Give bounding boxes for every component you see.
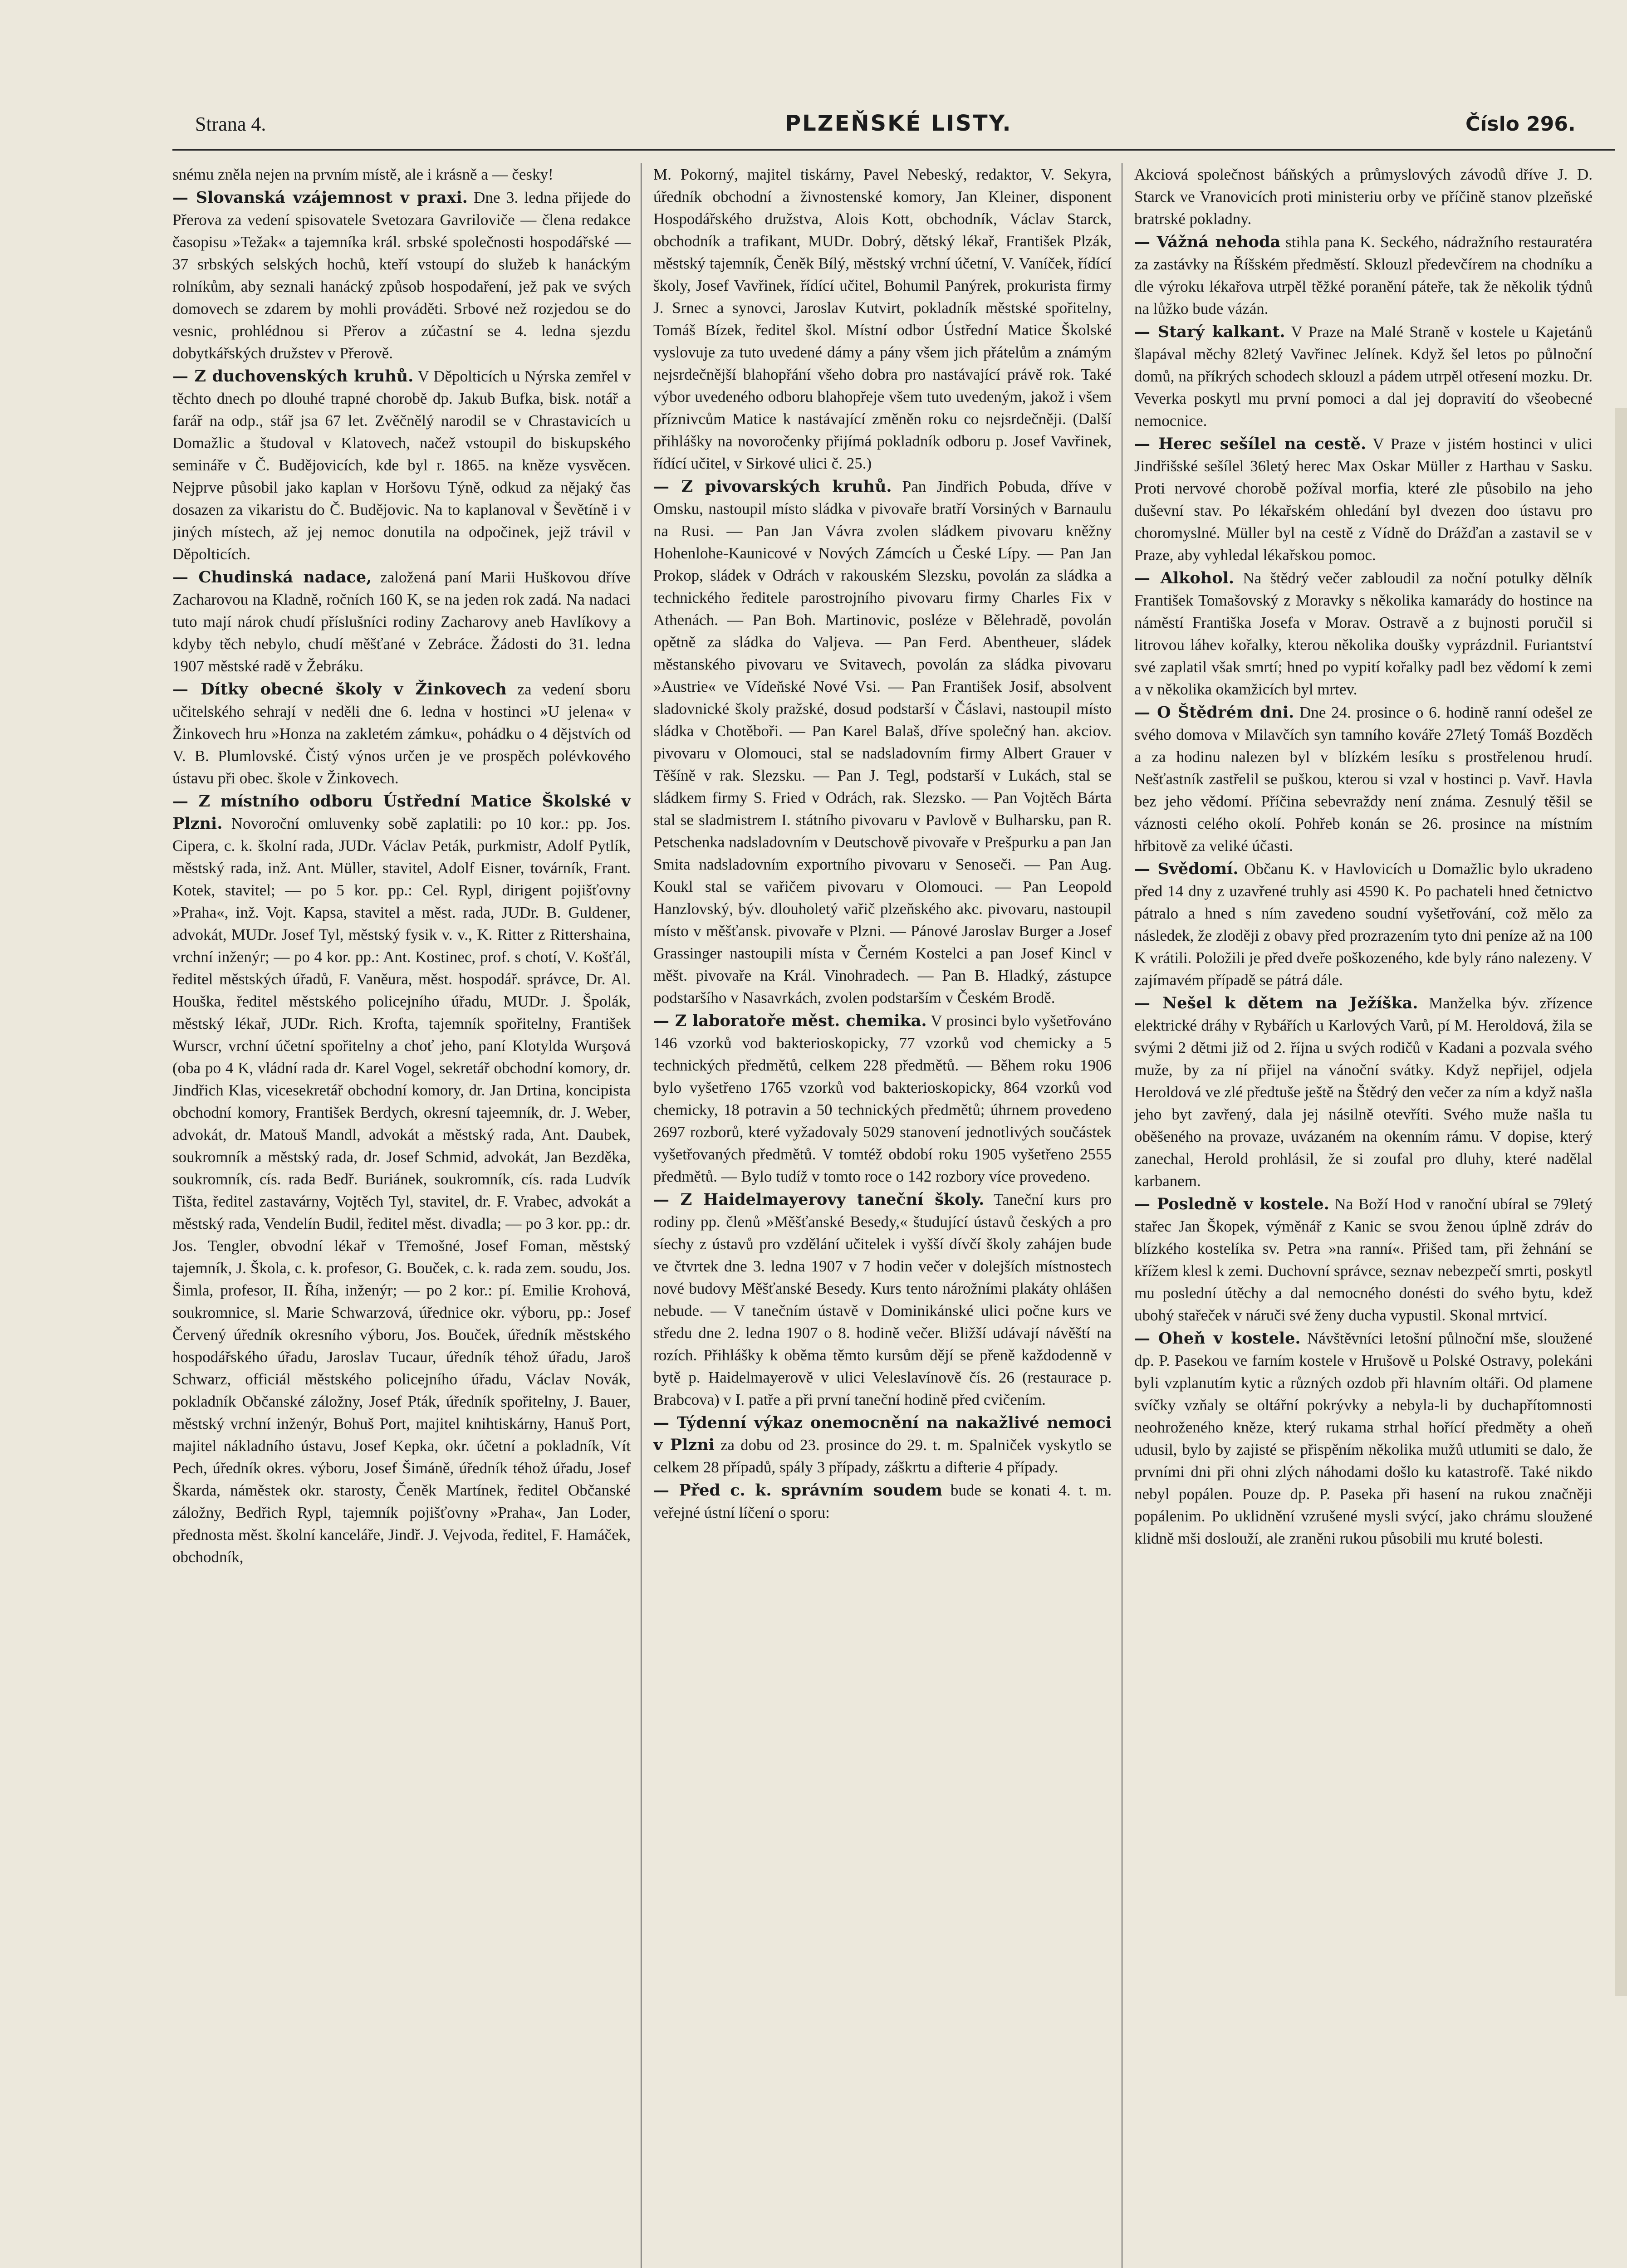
news-item	[172, 163, 631, 186]
news-text: Taneční kurs pro rodiny pp. členů »Měšťanské Besedy,« študující ústavů českých a pro síechy z ústavů pro vzdělání učitelek i vyšší dívčí školy zahájen bude ve čtvrtek dne 3. ledna 1907 v 7 hodin večer v dolejších místnostech nové budovy Měšťanské Besedy. Kurs tento nárožními plakáty ohlášen nebude. — V tanečním ústavě v Dominikánské ulici počne kurs ve středu dne 2. ledna 1907 o 8. hodině večer. Bližší udávají návěští na rozích. Přihlášky k oběma těmto kursům dějí se přeně každodenně v bytě p. Haidelmayerově v ulici Veleslavínově čís. 26 (restaurace p. Brabcova) v I. patře a při první taneční hodině před cvičením.	[653, 1191, 1112, 1408]
issue-number: Číslo 296.	[1465, 112, 1576, 136]
column-2	[653, 163, 1112, 2268]
news-item	[1134, 701, 1593, 857]
news-text: V Praze v jistém hostinci v ulici Jindřišské sešílel 36letý herec Max Oskar Müller z Harthau v Sasku. Proti nervové chorobě požíval morfia, které zle působilo na jeho duševní stav. Po lékařském ohledání byl dvezen doo ústavu pro choromyslné. Müller byl na cestě z Vídně do Drážďan a zastavil se v Praze, aby vyhledal lékařskou pomoc.	[1134, 435, 1593, 564]
news-text: Občanu K. v Havlovicích u Domažlic bylo ukradeno před 14 dny z uzavřené truhly asi 4590 K. Po pachateli hned četnictvo pátralo a hned s ním zavedeno soudní vyšetřování, což mělo za následek, že zloději z obavy před prozrazením tyto dni peníze až na 100 K vrátili. Položili je před dveře poškozeného, kde byly ráno nalezeny. V zajímavém případě se pátrá dále.	[1134, 860, 1593, 989]
news-headline: — Chudinská nadace,	[172, 568, 372, 587]
news-item	[653, 1188, 1112, 1411]
news-item	[1134, 1193, 1593, 1326]
news-item	[172, 566, 631, 677]
news-item	[1134, 231, 1593, 320]
news-text: Novoroční omluvenky sobě zaplatili: po 10 kor.: pp. Jos. Cipera, c. k. školní rada, JUDr. Václav Peták, purkmistr, Adolf Pytlík, městský rada, inž. Ant. Müller, stavitel, Adolf Eisner, továrník, Frant. Kotek, stavitel; — po 5 kor. pp.: Cel. Rypl, dirigent pojišťovny »Praha«, inž. Vojt. Kapsa, stavitel a měst. rada, JUDr. B. Guldener, advokát, MUDr. Josef Tyl, městský fysik v. v., K. Ritter z Rittershaina, vrchní inženýr; — po 4 kor. pp.: Ant. Kostinec, prof. s chotí, V. Košťál, ředitel městských úřadů, F. Vaněura, měst. hospodář. správce, Dr. Al. Houška, ředitel městského policejního úřadu, MUDr. J. Špolák, městský lékař, JUDr. Rich. Krofta, tajemník spořitelny, František Wurscr, vrchní účetní spořitelny a choť jeho, paní Klotylda Wurşová (oba po 4 K, vládní rada dr. Karel Vogel, sekretář obchodní komory, dr. Jindřich Klas, vicesekretář obchodní komory, dr. Jan Drtina, koncipista obchodní komory, František Berdych, okresní tajeemník, dr. J. Weber, advokát, dr. Matouš Mandl, advokát a městský rada, Ant. Daubek, soukromník a městský rada, dr. Josef Schmid, advokát, Jan Bezděka, soukromník, cís. rada Bedř. Buriánek, soukromník, cís. rada Ludvík Tišta, ředitel zastavárny, Vojtěch Tyl, stavitel, dr. F. Vrabec, advokát a městský rada, Vendelín Budil, ředitel měst. divadla; — po 3 kor. pp.: dr. Jos. Tengler, obvodní lékař v Třemošné, Josef Foman, městský tajemník, J. Škola, c. k. profesor, G. Bouček, c. k. rada zem. soudu, Jos. Šimla, profesor, II. Říha, inženýr; — po 2 kor.: pí. Emilie Krohová, soukromnice, sl. Marie Schwarzová, úřednice okr. výboru, pp.: Josef Červený úředník okresního výboru, Jos. Bouček, úředník městského hospodářského úřadu, Jaroslav Tucaur, úředník téhož úřadu, Jaroš Schwarz, officiál městského policejního úřadu, Václav Novák, pokladník Občanské záložny, Josef Pták, úředník spořitelny, J. Bauer, městský vrchní inženýr, Bohuš Port, majitel knihtiskárny, Hanuš Port, majitel nákladního ústavu, Josef Kepka, okr. účetní a pokladník, Vít Pech, úředník okres. výboru, Josef Šimáně, úředník téhož úřadu, Josef Škarda, náměstek okr. starosty, Čeněk Martínek, ředitel Občanské záložny, Bedřich Rypl, tajemník pojišťovny »Praha«, Jan Loder, přednosta měst. školní kanceláře, Jindř. J. Vejvoda, ředitel, F. Hamáček, obchodník,	[172, 815, 631, 1566]
column-1	[172, 163, 631, 2268]
news-item	[1134, 1327, 1593, 1549]
page-edge-strip	[1615, 408, 1627, 1996]
news-item	[172, 790, 631, 1568]
news-headline: — O Štědrém dni.	[1134, 703, 1294, 722]
news-text: M. Pokorný, majitel tiskárny, Pavel Nebeský, redaktor, V. Sekyra, úředník obchodní a živnostenské komory, Jan Kleiner, disponent Hospodářského družstva, Alois Kott, obchodník, Václav Starck, obchodník a trafikant, MUDr. Dobrý, dětský lékař, František Plzák, městský tajemník, Čeněk Bílý, městský vrchní účetní, V. Vaníček, řídící školy, Josef Vavřinek, řídící učitel, Bohumil Panýrek, prokurista firmy J. Srnec a synovci, Jaroslav Kutvirt, pokladník městské spořitelny, Tomáš Bízek, ředitel škol. Místní odbor Ústřední Matice Školské vyslovuje za tuto uvedené dámy a pány všem jich přátelům a známým nejsrdečnější blahopřání všeho dobra pro nastávající právě rok. Také výbor uvedeného odboru blahopřeje všem tuto uvedeným, jakož i všem příznivcům Matice k nastávající změněn roku co nejsrdečněji. (Další přihlášky na novoročenky přijímá pokladník odboru p. Josef Vavřinek, řídící učitel, v Sirkové ulici č. 25.)	[653, 166, 1112, 472]
newspaper-title: PLZEŇSKÉ LISTY.	[785, 111, 1012, 136]
news-headline: — Slovanská vzájemnost v praxi.	[172, 188, 468, 207]
news-headline: — Z laboratoře měst. chemika.	[653, 1012, 927, 1030]
news-text: V Děpolticích u Nýrska zemřel v těchto dnech po dlouhé trapné chorobě dp. Jakub Bufka, bisk. notář a farář na odp., stář jsa 67 let. Zvěčnělý narodil se v Chrastavicích u Domažlic a študoval v Klatovech, načež vstoupil do biskupského semináře v Č. Budějovicích, kde byl r. 1865. na kněze vysvěcen. Nejprve působil jako kaplan v Horšovu Týně, odkud za nějaký čas dosazen za vikaristu do Č. Budějovic. Na to kaplanoval v Ševětíně i v jiných místech, až jej nemoc donutila na odpočinek, jejž trávil v Děpolticích.	[172, 367, 631, 563]
news-headline: — Z pivovarských kruhů.	[653, 477, 892, 496]
news-item	[172, 186, 631, 364]
news-headline: — Alkohol.	[1134, 569, 1235, 587]
news-text: Na štědrý večer zabloudil za noční potulky dělník František Tomašovský z Moravky s několika kamarády do hostince na náměstí Františka Josefa v Morav. Ostravě a z bujnosti poručil si litrovou láhev kořalky, kterou několika doušky vyprázdnil. Furiantství své zaplatil však smrtí; hned po vypití kořalky padl bez vědomí k zemi a v několika okamžicích byl mrtev.	[1134, 569, 1593, 698]
news-headline: — Z místního odboru Ústřední Matice Školské v Plzni.	[172, 792, 631, 833]
news-item	[1134, 992, 1593, 1192]
news-item	[653, 1412, 1112, 1478]
news-text: Manželka býv. zřízence elektrické dráhy v Rybářích u Karlových Varů, pí M. Heroldová, žila se svými 2 dětmi již od 2. října u svých rodičů v Kadani a pozvala svého muže, by za ní přijel na vánoční svátky. Když nepřijel, odjela Heroldová ve zlé předtuše ještě na Štědrý den večer za ním a když našla jeho byt zavřený, dala jej násilně otevříti. Svého muže našla tu oběšeného na provaze, uvázaném na okenním rámu. V dopise, který zanechal, Herold prohlásil, že si zoufal pro dluhy, které nadělal karbanem.	[1134, 994, 1593, 1190]
page-number: Strana 4.	[195, 113, 266, 135]
news-text: za vedení sboru učitelského sehrají v neděli dne 6. ledna v hostinci »U jelena« v Žinkovech hru »Honza na zakletém zámku«, pohádku o 4 dějstvích od V. B. Plumlovské. Čistý výnos určen je ve prospěch polévkového ústavu při obec. škole v Žinkovech.	[172, 680, 631, 787]
news-headline: — Týdenní výkaz onemocnění na nakažlivé nemoci v Plzni	[653, 1413, 1112, 1454]
news-headline: — Starý kalkant.	[1134, 323, 1285, 341]
header-rule	[172, 149, 1615, 151]
news-headline: — Nešel k dětem na Ježíška.	[1134, 994, 1418, 1012]
news-headline: — Z Haidelmayerovy taneční školy.	[653, 1190, 985, 1209]
news-text: Na Boží Hod v ranoční ubíral se 79letý stařec Jan Škopek, výměnář z Kanic se svou ženou úplně zdráv do blízkého kostelíka sv. Petra »na ranní«. Přišed tam, při žehnání se křížem klesl k zemi. Duchovní správce, seznav nebezpečí smrti, poskytl mu poslední útěchy a dal nemocného donésti do svého bytu, kdež ubohý stařeček v náruči své ženy ducha vypustil. Skonal mrtvicí.	[1134, 1195, 1593, 1324]
news-text: stihla pana K. Seckého, nádražního restauratéra za zastávky na Říšském předměstí. Sklouzl předevčírem na chodníku a dle výroku lékařova utrpěl těžké poranění páteře, tak že několik týdnů na lůžko bude vázán.	[1134, 233, 1593, 318]
news-item	[172, 678, 631, 789]
news-text: bude se konati 4. t. m. veřejné ústní líčení o sporu:	[653, 1481, 1112, 1521]
news-text: Návštěvníci letošní půlnoční mše, sloužené dp. P. Pasekou ve farním kostele v Hrušově u Polské Ostravy, polekáni byli vzplanutím kytic a různých ozdob při hlavním oltáři. Od plamene svíčky vzňaly se oltářní pokrývky a nebyla-li by duchapřítomnosti neohroženého kněze, který rukama strhal hořící předměty a oheň udusil, bylo by zajisté se přispěním několika mužů utlumiti se dalo, že prvními dni při ohni zlých náhodami došlo ku katastrofě. Také nikdo nebyl popálen. Pouze dp. P. Paseka při hasení na rukou značněji popálenim. Po uklidnění vzrušené mysli svýcí, jako chrámu sloužené klidně mši doslouží, ale zraněni rukou působili mu kruté bolesti.	[1134, 1330, 1593, 1547]
news-headline: — Oheň v kostele.	[1134, 1329, 1301, 1348]
news-text: V Praze na Malé Straně v kostele u Kajetánů šlapával měchy 82letý Vavřinec Jelínek. Když šel letos po půlnoční domů, na příkrých schodech sklouzl a pádem utrpěl otřesení mozku. Dr. Veverka poskytl mu první pomoci a dal jej dopravití do všeobecné nemocnice.	[1134, 323, 1593, 430]
news-text: Dne 3. ledna přijede do Přerova za vedení spisovatele Svetozara Gavriloviče — člena redakce časopisu »Težak« a tajemníka král. srbské společnosti hospodářské — 37 srbských selských hochů, kteří vstoupí do služeb k hanáckým rolníkům, aby seznali hanácký způsob hospodaření, jež pak ve svých domovech se zdarem by mohli prováděti. Srbové než rozjedou se do vesnic, prohlédnou si Přerov a zúčastní se 4. ledna sjezdu dobytkářských družstev v Přerově.	[172, 189, 631, 362]
column-divider	[641, 163, 642, 2268]
news-headline: — Posledně v kostele.	[1134, 1195, 1329, 1213]
news-item	[653, 1479, 1112, 1524]
news-headline: — Svědomí.	[1134, 860, 1239, 878]
news-text: snému zněla nejen na prvním místě, ale i krásně a — česky!	[172, 166, 554, 183]
news-text: za dobu od 23. prosince do 29. t. m. Spalniček vyskytlo se celkem 28 případů, spály 3 případy, záškrtu a difterie 4 případy.	[653, 1436, 1112, 1476]
news-headline: — Před c. k. správním soudem	[653, 1481, 942, 1500]
news-item	[1134, 858, 1593, 991]
column-3	[1134, 163, 1593, 2268]
news-headline: — Vážná nehoda	[1134, 233, 1281, 251]
news-headline: — Herec sešílel na cestě.	[1134, 435, 1367, 453]
news-headline: — Dítky obecné školy v Žinkovech	[172, 680, 507, 699]
news-headline: — Z duchovenských kruhů.	[172, 367, 414, 386]
page-header	[0, 0, 1627, 150]
news-item	[653, 163, 1112, 474]
news-text: Pan Jindřich Pobuda, dříve v Omsku, nastoupil místo sládka v pivovaře bratří Vorsiných v Barnaulu na Rusi. — Pan Jan Vávra zvolen sládkem pivovaru kněžny Hohenlohe-Kaunicové v Nových Zámcích u České Lípy. — Pan Jan Prokop, sládek v Odrách v rakouském Slezsku, povolán za sládka a technického ředitele parostrojního pivovaru firmy Charles Fix v Athenách. — Pan Boh. Martinovic, posléze v Bělehradě, povolán opětně za sládka do Valjeva. — Pan Ferd. Abentheuer, sládek městanského pivovaru ve Svitavech, povolán za sládka pivovaru »Austrie« ve Vídeňské Nové Vsi. — Pan František Josif, absolvent sladovnické školy pražské, dosud podstarší v Čáslavi, nastoupil místo sládka v Chotěboři. — Pan Karel Balaš, dříve společný han. akciov. pivovaru v Olomouci, stal se nadsladovním firmy Albert Grauer v Těšíně v rak. Slezsku. — Pan J. Tegl, podstarší v Lukách, stal se sládkem firmy S. Fried v Odrách, rak. Slezsko. — Pan Vojtěch Bárta stal se sladmistrem I. státního pivovaru v Pavlově v Bulharsku, pan R. Petschenka nadsladovním v Deutschově pivovaře v Prešpurku a pan Jan Smita nadsladovním exportního pivovaru v Senoseči. — Pan Aug. Koukl stal se vařičem pivovaru v Olomouci. — Pan Leopold Hanzlovský, býv. dlouholetý vařič plzeňského akc. pivovaru, nastoupil místo v měšťansk. pivovaře v Plzni. — Pánové Jaroslav Burger a Josef Grassinger nastoupili místa v Černém Kostelci a pan Josef Kincl v měšt. pivovaře na Král. Vinohradech. — Pan B. Hladký, zástupce podstaršího v Nasavrkách, zvolen podstarším v Českém Brodě.	[653, 478, 1112, 1007]
news-text: Dne 24. prosince o 6. hodině ranní odešel ze svého domova v Milavčích syn tamního kováře 27letý Tomáš Bozděch a za hodinu nalezen byl v blízkém lesíku s prostřelenou hrudí. Nešťastník zastřelil se puškou, kterou si vzal v hostinci p. Vavř. Havla bez jeho vědomí. Příčina sebevraždy není známa. Zesnulý těšil se váznosti celého okolí. Pohřeb konán se 26. prosince na místním hřbitově za veliké účasti.	[1134, 704, 1593, 855]
news-text: Akciová společnost báňských a průmyslových závodů dříve J. D. Starck ve Vranovicích proti ministeriu orby ve příčině stanov plzeňské bratrské pokladny.	[1134, 166, 1593, 228]
news-item	[1134, 567, 1593, 700]
article-columns	[172, 163, 1615, 2268]
news-text: založená paní Marii Huškovou dříve Zacharovou na Kladně, ročních 160 K, se na jeden rok zadá. Na nadaci tuto mají nárok chudí příslušníci rodiny Zacharovy aneb Havlíkovy a kdyby těch nebylo, chudí měšťané v Zebráce. Žádosti do 31. ledna 1907 městské radě v Žebráku.	[172, 568, 631, 675]
news-text: V prosinci bylo vyšetřováno 146 vzorků vod bakterioskopicky, 77 vzorků vod chemicky a 5 technických předmětů, celkem 228 předmětů. — Během roku 1906 bylo vyšetřeno 1765 vzorků vod bakterioskopicky, 864 vzorků vod chemicky, 18 potravin a 50 technických předmětů; úhrnem provedeno 2697 rozborů, které vyžadovaly 5029 stanovení jednotlivých součástek vyšetřovaných předmětů. V tomtéž období roku 1905 vyšetřeno 2555 předmětů. — Bylo tudíž v tomto roce o 142 rozbory více provedeno.	[653, 1012, 1112, 1185]
news-item	[1134, 433, 1593, 566]
news-item	[1134, 321, 1593, 432]
news-item	[653, 1010, 1112, 1188]
news-item	[172, 365, 631, 565]
news-item	[1134, 163, 1593, 230]
news-item	[653, 475, 1112, 1009]
